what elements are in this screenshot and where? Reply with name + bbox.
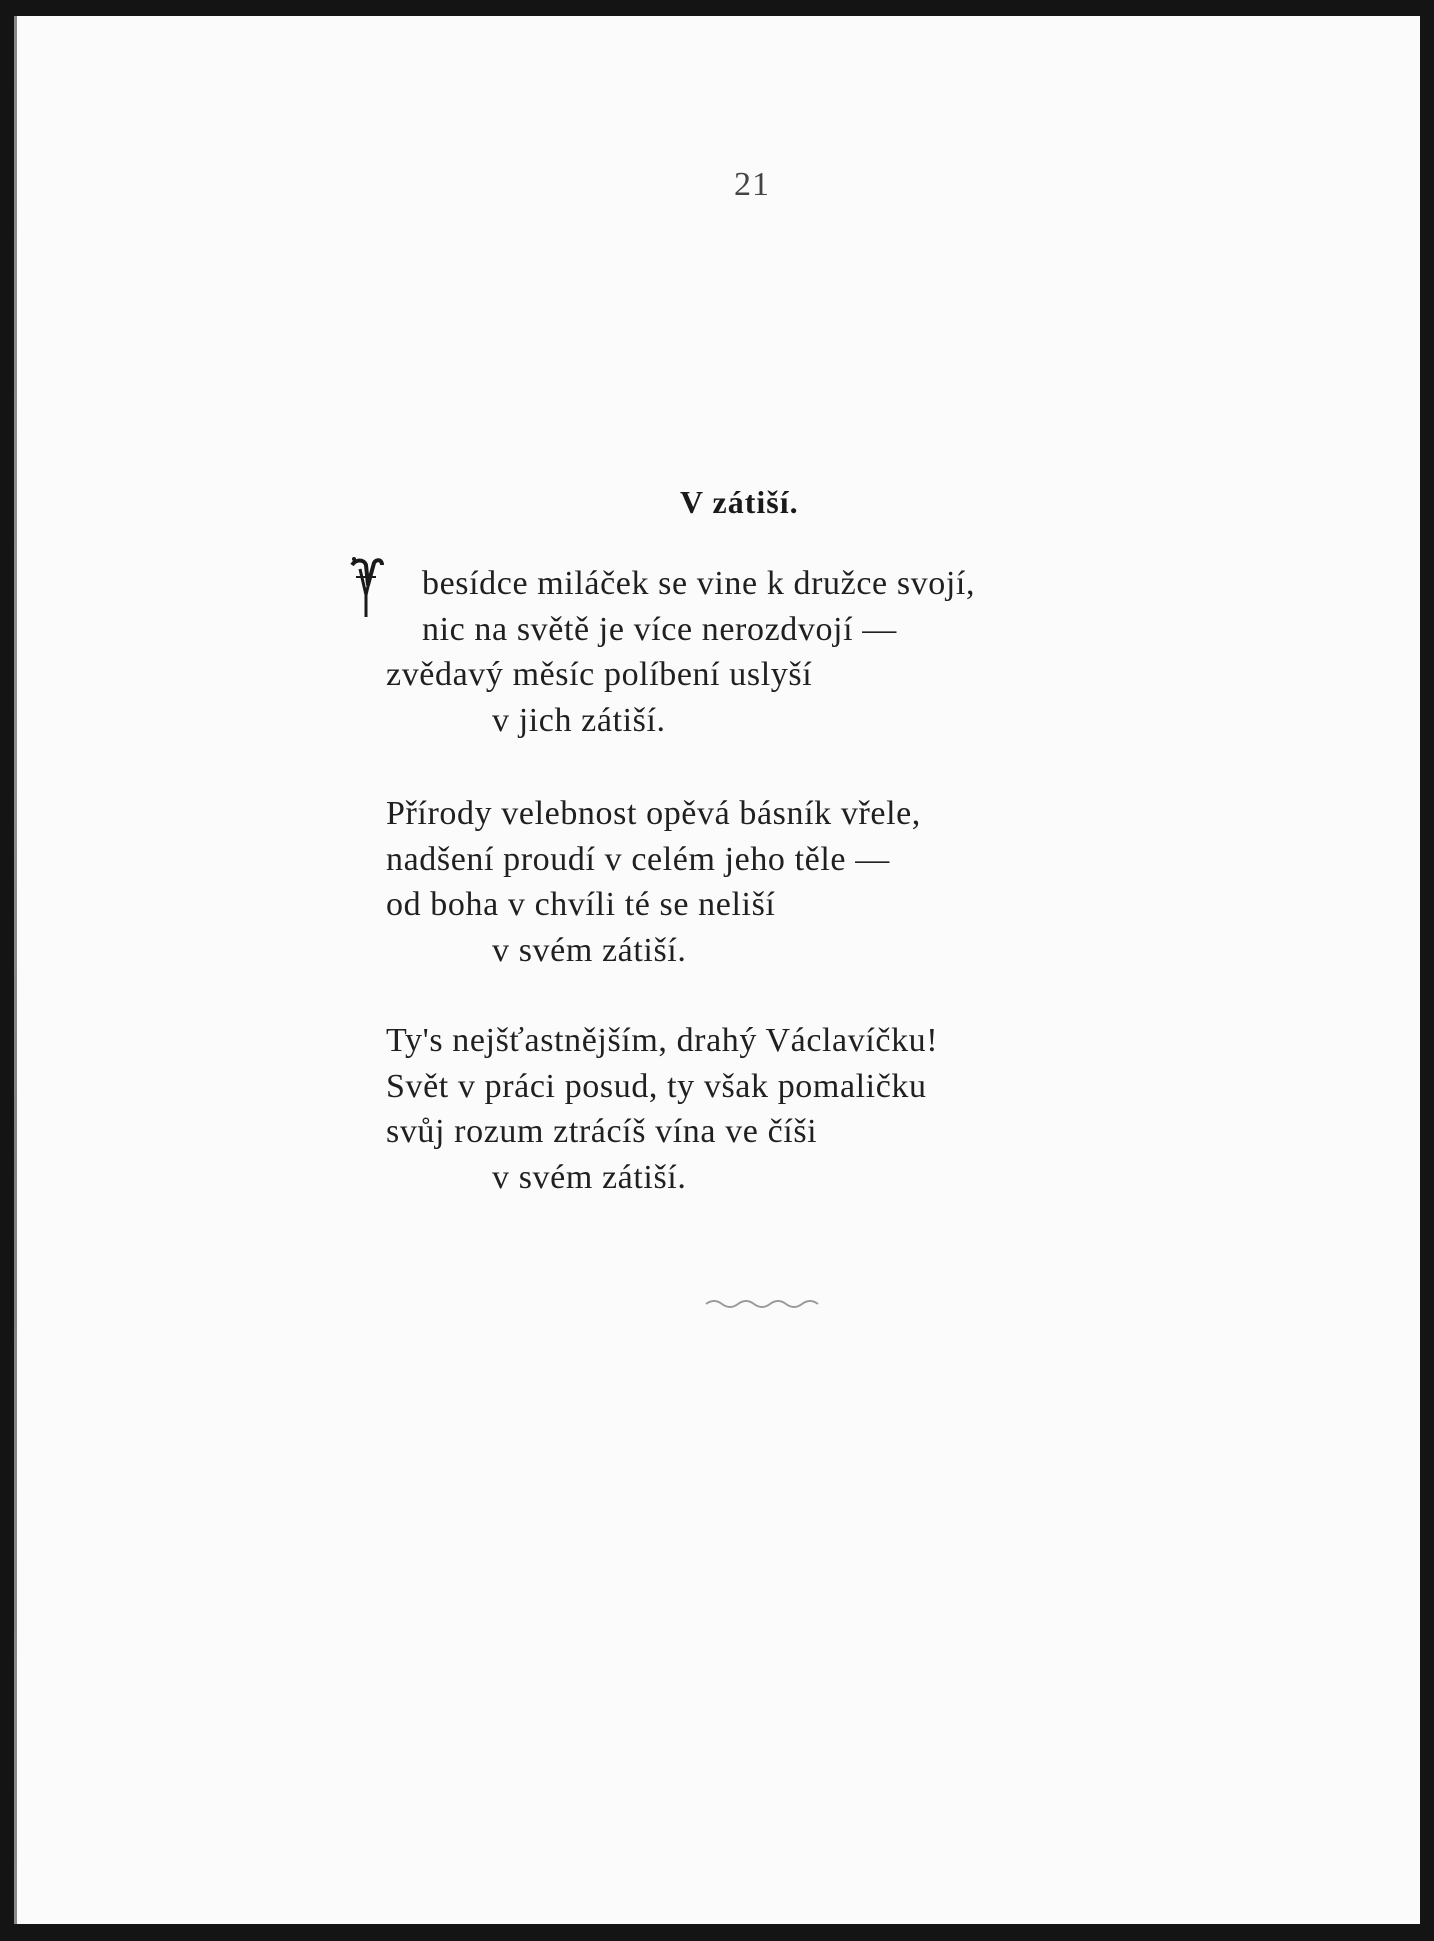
- poem-line: zvědavý měsíc políbení uslyší: [386, 656, 813, 693]
- poem-line: Ty's nejšťastnějším, drahý Václavíčku!: [386, 1022, 939, 1059]
- scanned-page: [14, 16, 1420, 1924]
- stanza-2: [386, 791, 1146, 973]
- poem-refrain-line: v svém zátiší.: [492, 931, 687, 969]
- scan-edge: [14, 16, 17, 1924]
- poem-line: svůj rozum ztrácíš vína ve číši: [386, 1113, 818, 1150]
- poem-refrain-line: v svém zátiší.: [492, 1158, 687, 1196]
- poem-line: od boha v chvíli té se neliší: [386, 886, 776, 923]
- poem-line: Svět v práci posud, ty však pomaličku: [386, 1067, 927, 1105]
- poem-line: besídce miláček se vine k družce svojí,: [422, 565, 976, 602]
- stanza-3: [386, 1018, 1146, 1200]
- page-number: 21: [734, 166, 770, 203]
- poem-line: nadšení proudí v celém jeho těle —: [386, 840, 890, 878]
- poem-line: Přírody velebnost opěvá básník vřele,: [386, 795, 921, 832]
- poem-line: nic na světě je více nerozdvojí —: [422, 610, 897, 648]
- poem-title: V zátiší.: [680, 484, 799, 520]
- poem-refrain-line: v jich zátiší.: [492, 701, 666, 739]
- stanza-1: [386, 561, 1146, 743]
- tilde-flourish-icon: [704, 1296, 824, 1312]
- decorative-initial-icon: [346, 555, 386, 623]
